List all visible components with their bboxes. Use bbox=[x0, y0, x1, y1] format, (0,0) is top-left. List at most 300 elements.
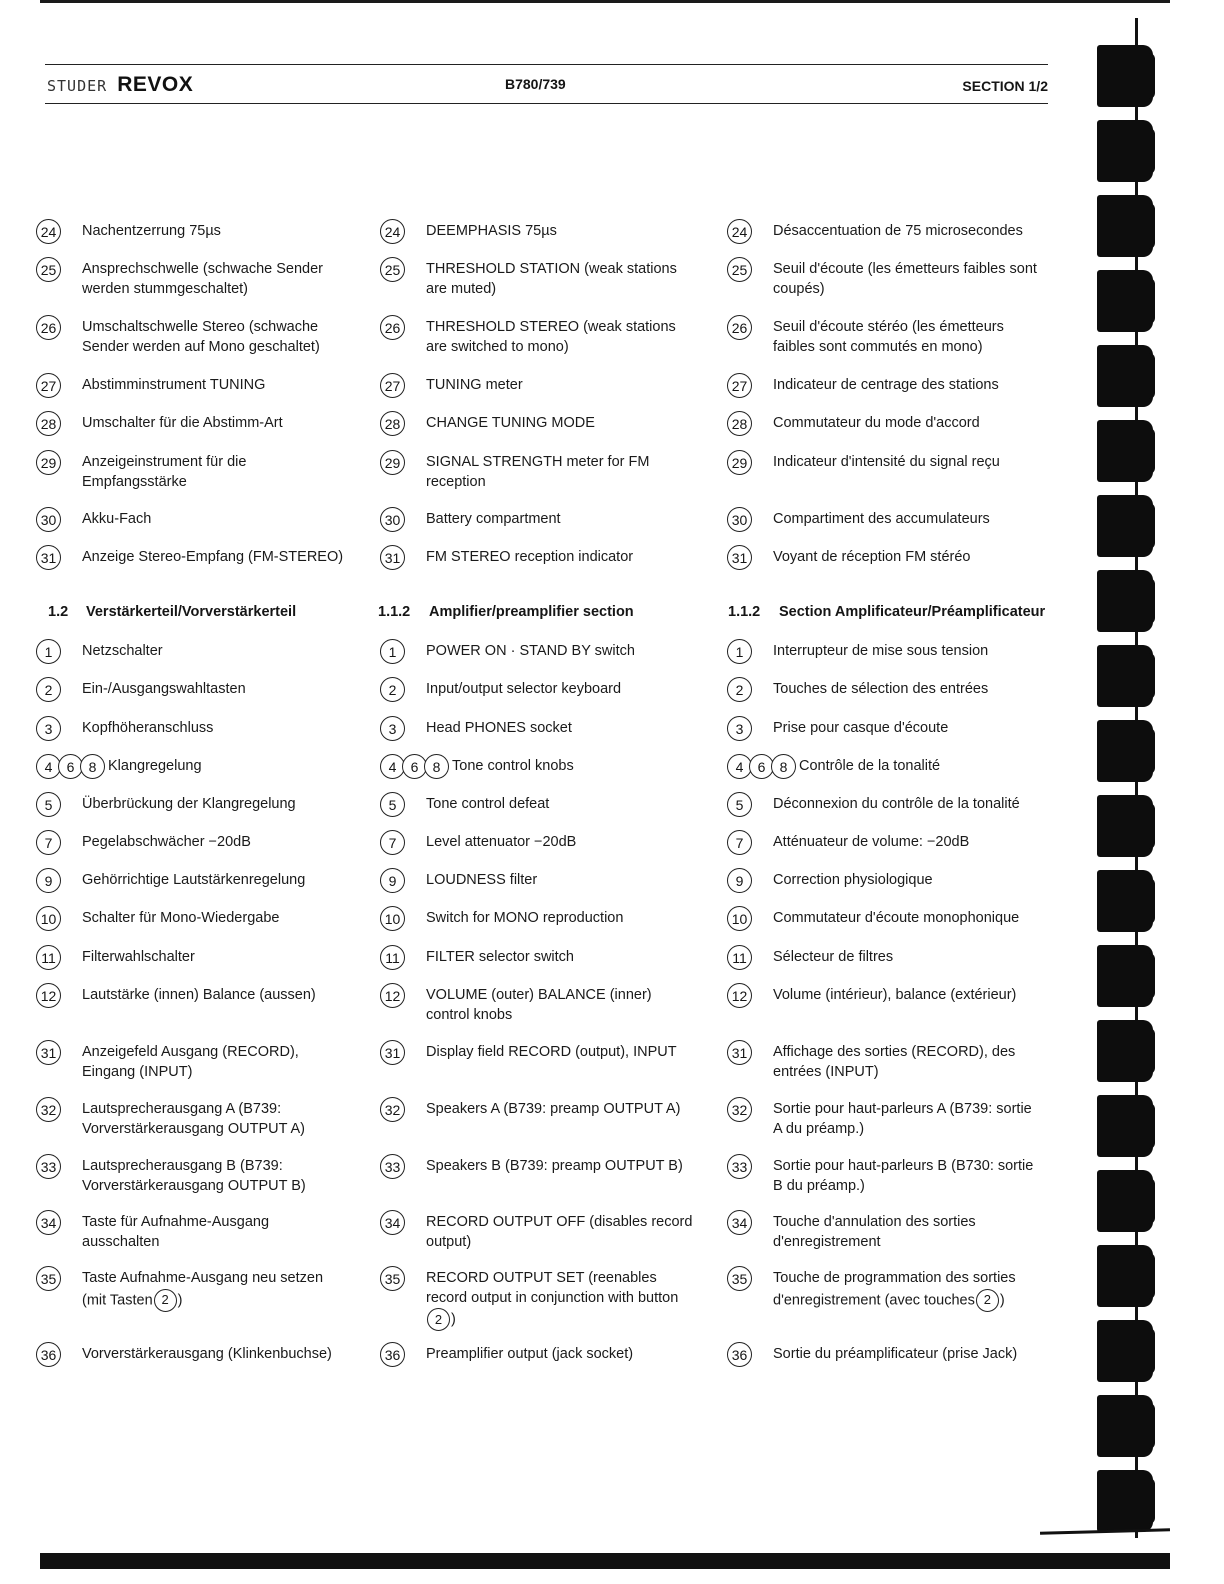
circled-number: 9 bbox=[36, 868, 61, 893]
legend-item-fr bbox=[727, 795, 1057, 817]
circled-number: 31 bbox=[36, 1040, 61, 1065]
item-description: Abstimminstrument TUNING bbox=[82, 377, 266, 393]
binding-clip bbox=[1097, 270, 1153, 332]
binding-clip bbox=[1097, 1020, 1153, 1082]
circled-number: 34 bbox=[380, 1210, 405, 1235]
circled-number: 7 bbox=[727, 830, 752, 855]
item-description: Sortie pour haut-parleurs B (B730: sortie B du préamp.) bbox=[773, 1158, 1034, 1194]
circled-number: 24 bbox=[727, 219, 752, 244]
binding-clip bbox=[1097, 945, 1153, 1007]
binding-clip bbox=[1097, 420, 1153, 482]
item-description: Commutateur du mode d'accord bbox=[773, 415, 980, 431]
item-description: Speakers A (B739: preamp OUTPUT A) bbox=[426, 1101, 681, 1117]
page-header bbox=[45, 64, 1048, 104]
item-number-group bbox=[727, 373, 773, 398]
circled-number: 32 bbox=[380, 1097, 405, 1122]
section-label: SECTION 1/2 bbox=[962, 78, 1048, 94]
circled-number: 34 bbox=[36, 1210, 61, 1235]
legend-item-de bbox=[36, 871, 366, 893]
item-number-group bbox=[380, 450, 426, 475]
item-number-group bbox=[380, 219, 426, 244]
item-number-group bbox=[380, 983, 426, 1008]
item-description: Pegelabschwächer −20dB bbox=[82, 834, 251, 850]
item-number-group bbox=[727, 1266, 773, 1291]
item-number-group bbox=[727, 450, 773, 475]
circled-number: 30 bbox=[380, 507, 405, 532]
legend-item-de bbox=[36, 1269, 366, 1312]
circled-number: 11 bbox=[727, 945, 752, 970]
legend-item-de bbox=[36, 376, 366, 398]
circled-number: 36 bbox=[380, 1342, 405, 1367]
circled-number: 31 bbox=[727, 1040, 752, 1065]
item-description: Ansprechschwelle (schwache Sender werden stummgeschaltet) bbox=[82, 261, 323, 297]
legend-item-en bbox=[380, 986, 710, 1025]
legend-item-en bbox=[380, 680, 710, 702]
binding-clip bbox=[1097, 345, 1153, 407]
legend-item-fr bbox=[727, 833, 1057, 855]
circled-number: 31 bbox=[380, 545, 405, 570]
legend-item-fr bbox=[727, 453, 1057, 475]
item-number-group bbox=[36, 945, 82, 970]
item-number-group bbox=[36, 868, 82, 893]
item-description: THRESHOLD STATION (weak stations are muted) bbox=[426, 261, 677, 297]
circled-number: 3 bbox=[380, 716, 405, 741]
binding-clip bbox=[1097, 720, 1153, 782]
circled-number: 29 bbox=[380, 450, 405, 475]
item-description: Lautsprecherausgang B (B739: Vorverstärkerausgang OUTPUT B) bbox=[82, 1158, 306, 1194]
legend-item-en bbox=[380, 453, 710, 492]
item-number-group bbox=[36, 1097, 82, 1122]
item-number-group bbox=[727, 1097, 773, 1122]
item-description: FM STEREO reception indicator bbox=[426, 549, 634, 565]
item-number-group bbox=[36, 219, 82, 244]
binding-clip bbox=[1097, 195, 1153, 257]
legend-item-fr bbox=[727, 642, 1057, 664]
item-description: POWER ON · STAND BY switch bbox=[426, 643, 635, 659]
item-description: Preamplifier output (jack socket) bbox=[426, 1346, 634, 1362]
legend-item-fr bbox=[727, 909, 1057, 931]
circled-number: 3 bbox=[727, 716, 752, 741]
legend-item-fr bbox=[727, 1157, 1057, 1196]
legend-item-de bbox=[36, 260, 366, 299]
item-number-group bbox=[36, 792, 82, 817]
legend-item-fr bbox=[727, 1100, 1057, 1139]
item-number-group bbox=[380, 411, 426, 436]
circled-number: 9 bbox=[380, 868, 405, 893]
item-number-group bbox=[36, 257, 82, 282]
circled-number: 24 bbox=[36, 219, 61, 244]
item-description: Seuil d'écoute stéréo (les émetteurs faibles sont commutés en mono) bbox=[773, 319, 1004, 355]
item-number-group bbox=[727, 1154, 773, 1179]
legend-item-de bbox=[36, 795, 366, 817]
legend-item-fr bbox=[727, 376, 1057, 398]
circled-number: 25 bbox=[36, 257, 61, 282]
studer-logo: STUDER bbox=[47, 77, 108, 95]
item-description: SIGNAL STRENGTH meter for FM reception bbox=[426, 454, 650, 490]
item-description: Indicateur d'intensité du signal reçu bbox=[773, 454, 1000, 470]
item-description: Head PHONES socket bbox=[426, 720, 572, 736]
item-description: TUNING meter bbox=[426, 377, 523, 393]
circled-number: 28 bbox=[36, 411, 61, 436]
circled-number: 7 bbox=[380, 830, 405, 855]
item-number-group bbox=[380, 1266, 426, 1291]
item-number-group bbox=[380, 1210, 426, 1235]
item-description: Kopfhöheranschluss bbox=[82, 720, 214, 736]
circled-number: 35 bbox=[36, 1266, 61, 1291]
item-number-group bbox=[727, 315, 773, 340]
section-heading-en: 1.1.2 Amplifier/preamplifier section bbox=[378, 604, 634, 620]
legend-item-en bbox=[380, 833, 710, 855]
legend-item-de bbox=[36, 1043, 366, 1082]
item-description: Umschalter für die Abstimm-Art bbox=[82, 415, 283, 431]
item-description: RECORD OUTPUT OFF (disables record output) bbox=[426, 1214, 693, 1250]
brand-logo bbox=[47, 73, 193, 97]
circled-number: 31 bbox=[380, 1040, 405, 1065]
item-number-group bbox=[727, 868, 773, 893]
circled-number: 10 bbox=[727, 906, 752, 931]
circled-number: 26 bbox=[727, 315, 752, 340]
item-number-group bbox=[727, 1040, 773, 1065]
item-description: Taste für Aufnahme-Ausgang ausschalten bbox=[82, 1214, 270, 1250]
circled-number: 9 bbox=[727, 868, 752, 893]
legend-item-en bbox=[380, 719, 710, 741]
circled-number: 2 bbox=[380, 677, 405, 702]
item-description: Indicateur de centrage des stations bbox=[773, 377, 999, 393]
item-description: Switch for MONO reproduction bbox=[426, 910, 624, 926]
item-number-group bbox=[727, 754, 796, 779]
item-number-group bbox=[36, 411, 82, 436]
item-number-group bbox=[36, 1342, 82, 1367]
legend-item-de bbox=[36, 680, 366, 702]
item-number-group bbox=[727, 257, 773, 282]
item-description: RECORD OUTPUT SET (reenables record output in conjunction with button2 ) bbox=[426, 1269, 696, 1331]
circled-number: 8 bbox=[80, 754, 105, 779]
item-description: Anzeigeinstrument für die Empfangsstärke bbox=[82, 454, 247, 490]
item-description: Correction physiologique bbox=[773, 872, 933, 888]
item-description: Akku-Fach bbox=[82, 511, 152, 527]
binding-clip bbox=[1097, 1320, 1153, 1382]
legend-item-de bbox=[36, 318, 366, 357]
legend-item-fr bbox=[727, 986, 1057, 1008]
item-description: Atténuateur de volume: −20dB bbox=[773, 834, 970, 850]
binding-clip bbox=[1097, 645, 1153, 707]
item-description: Umschaltschwelle Stereo (schwache Sender werden auf Mono geschaltet) bbox=[82, 319, 320, 355]
legend-item-en bbox=[380, 642, 710, 664]
circled-number: 30 bbox=[36, 507, 61, 532]
circled-number: 30 bbox=[727, 507, 752, 532]
legend-item-en bbox=[380, 260, 710, 299]
legend-item-de bbox=[36, 909, 366, 931]
item-number-group bbox=[36, 716, 82, 741]
item-number-group bbox=[380, 1097, 426, 1122]
legend-item-de bbox=[36, 948, 366, 970]
item-description: Gehörrichtige Lautstärkenregelung bbox=[82, 872, 306, 888]
legend-item-fr bbox=[727, 548, 1057, 570]
item-description: Contrôle de la tonalité bbox=[799, 758, 941, 774]
legend-item-en bbox=[380, 948, 710, 970]
bottom-border bbox=[40, 1553, 1170, 1569]
circled-number: 11 bbox=[36, 945, 61, 970]
binding-clip bbox=[1097, 1470, 1153, 1532]
item-number-group bbox=[36, 545, 82, 570]
legend-item-fr bbox=[727, 414, 1057, 436]
item-number-group bbox=[380, 945, 426, 970]
legend-item-fr bbox=[727, 757, 1057, 779]
item-description: Commutateur d'écoute monophonique bbox=[773, 910, 1020, 926]
circled-number: 6 bbox=[402, 754, 427, 779]
item-number-group bbox=[36, 450, 82, 475]
item-description: Netzschalter bbox=[82, 643, 163, 659]
legend-item-en bbox=[380, 1157, 710, 1179]
legend-item-de bbox=[36, 548, 366, 570]
item-number-group bbox=[727, 677, 773, 702]
item-number-group bbox=[36, 1154, 82, 1179]
legend-item-en bbox=[380, 871, 710, 893]
legend-item-en bbox=[380, 1100, 710, 1122]
item-number-group bbox=[380, 792, 426, 817]
item-number-group bbox=[727, 1342, 773, 1367]
circled-number: 5 bbox=[380, 792, 405, 817]
section-heading-fr: 1.1.2 Section Amplificateur/Préamplificateur bbox=[728, 604, 1046, 620]
item-number-group bbox=[380, 257, 426, 282]
item-number-group bbox=[36, 507, 82, 532]
circled-number: 33 bbox=[36, 1154, 61, 1179]
legend-item-de bbox=[36, 453, 366, 492]
legend-item-en bbox=[380, 548, 710, 570]
circled-number: 26 bbox=[380, 315, 405, 340]
item-number-group bbox=[36, 373, 82, 398]
item-number-group bbox=[36, 830, 82, 855]
item-number-group bbox=[380, 716, 426, 741]
circled-number: 4 bbox=[727, 754, 752, 779]
circled-number: 6 bbox=[58, 754, 83, 779]
binding-clip bbox=[1097, 870, 1153, 932]
item-number-group bbox=[380, 677, 426, 702]
item-description: Interrupteur de mise sous tension bbox=[773, 643, 989, 659]
circled-number: 5 bbox=[727, 792, 752, 817]
legend-item-de bbox=[36, 510, 366, 532]
item-number-group bbox=[36, 1266, 82, 1291]
item-description: Affichage des sorties (RECORD), des entrées (INPUT) bbox=[773, 1044, 1016, 1080]
item-description: Lautstärke (innen) Balance (aussen) bbox=[82, 987, 316, 1003]
item-description: Battery compartment bbox=[426, 511, 561, 527]
circled-number: 28 bbox=[727, 411, 752, 436]
item-number-group bbox=[380, 1040, 426, 1065]
circled-number: 4 bbox=[380, 754, 405, 779]
circled-number: 35 bbox=[380, 1266, 405, 1291]
item-number-group bbox=[380, 1154, 426, 1179]
circled-number: 2 bbox=[727, 677, 752, 702]
item-number-group bbox=[727, 716, 773, 741]
binding-clip bbox=[1097, 1170, 1153, 1232]
circled-number: 27 bbox=[380, 373, 405, 398]
circled-number: 8 bbox=[424, 754, 449, 779]
legend-item-en bbox=[380, 1213, 710, 1252]
item-description: Seuil d'écoute (les émetteurs faibles sont coupés) bbox=[773, 261, 1037, 297]
legend-item-de bbox=[36, 222, 366, 244]
binding-clip bbox=[1097, 1095, 1153, 1157]
item-number-group bbox=[380, 754, 449, 779]
circled-number: 11 bbox=[380, 945, 405, 970]
item-description: DEEMPHASIS 75µs bbox=[426, 223, 557, 239]
legend-item-fr bbox=[727, 510, 1057, 532]
inline-circled-reference: 2 bbox=[427, 1308, 450, 1331]
item-description: Filterwahlschalter bbox=[82, 949, 195, 965]
legend-item-en bbox=[380, 318, 710, 357]
item-description: Voyant de réception FM stéréo bbox=[773, 549, 971, 565]
item-description: CHANGE TUNING MODE bbox=[426, 415, 595, 431]
item-description: Tone control defeat bbox=[426, 796, 550, 812]
circled-number: 25 bbox=[380, 257, 405, 282]
item-description: Input/output selector keyboard bbox=[426, 681, 622, 697]
circled-number: 31 bbox=[36, 545, 61, 570]
circled-number: 24 bbox=[380, 219, 405, 244]
legend-item-fr bbox=[727, 1043, 1057, 1082]
legend-item-fr bbox=[727, 318, 1057, 357]
item-description: FILTER selector switch bbox=[426, 949, 574, 965]
item-description: Sélecteur de filtres bbox=[773, 949, 894, 965]
item-number-group bbox=[380, 868, 426, 893]
circled-number: 27 bbox=[727, 373, 752, 398]
legend-item-fr bbox=[727, 1345, 1057, 1367]
circled-number: 32 bbox=[727, 1097, 752, 1122]
item-number-group bbox=[727, 1210, 773, 1235]
legend-item-fr bbox=[727, 1213, 1057, 1252]
item-number-group bbox=[36, 1040, 82, 1065]
circled-number: 3 bbox=[36, 716, 61, 741]
item-number-group bbox=[727, 411, 773, 436]
item-number-group bbox=[727, 507, 773, 532]
legend-item-de bbox=[36, 1345, 366, 1367]
item-description: Klangregelung bbox=[108, 758, 202, 774]
legend-item-de bbox=[36, 1157, 366, 1196]
legend-item-fr bbox=[727, 222, 1057, 244]
top-border bbox=[40, 0, 1170, 3]
legend-item-en bbox=[380, 795, 710, 817]
item-description: Ein-/Ausgangswahltasten bbox=[82, 681, 246, 697]
item-description: Nachentzerrung 75µs bbox=[82, 223, 221, 239]
item-description: Compartiment des accumulateurs bbox=[773, 511, 990, 527]
legend-item-de bbox=[36, 719, 366, 741]
item-number-group bbox=[36, 639, 82, 664]
binding-clip bbox=[1097, 570, 1153, 632]
item-number-group bbox=[727, 945, 773, 970]
item-description: Taste Aufnahme-Ausgang neu setzen (mit Tasten 2 ) bbox=[82, 1269, 347, 1312]
section-heading-de: 1.2 Verstärkerteil/Vorverstärkerteil bbox=[48, 604, 297, 620]
item-number-group bbox=[380, 639, 426, 664]
legend-item-en bbox=[380, 222, 710, 244]
item-description: Déconnexion du contrôle de la tonalité bbox=[773, 796, 1020, 812]
item-number-group bbox=[36, 1210, 82, 1235]
circled-number: 35 bbox=[727, 1266, 752, 1291]
item-number-group bbox=[36, 315, 82, 340]
item-description: Schalter für Mono-Wiedergabe bbox=[82, 910, 280, 926]
item-number-group bbox=[727, 219, 773, 244]
circled-number: 28 bbox=[380, 411, 405, 436]
circled-number: 12 bbox=[36, 983, 61, 1008]
item-number-group bbox=[727, 545, 773, 570]
item-number-group bbox=[380, 545, 426, 570]
legend-item-fr bbox=[727, 680, 1057, 702]
legend-item-de bbox=[36, 757, 366, 779]
item-number-group bbox=[380, 373, 426, 398]
inline-circled-reference: 2 bbox=[976, 1289, 999, 1312]
circled-number: 1 bbox=[380, 639, 405, 664]
inline-circled-reference: 2 bbox=[154, 1289, 177, 1312]
legend-item-en bbox=[380, 1269, 710, 1331]
item-description: Display field RECORD (output), INPUT bbox=[426, 1044, 677, 1060]
legend-item-fr bbox=[727, 260, 1057, 299]
circled-number: 5 bbox=[36, 792, 61, 817]
item-description: Lautsprecherausgang A (B739: Vorverstärkerausgang OUTPUT A) bbox=[82, 1101, 305, 1137]
binding-clip bbox=[1097, 795, 1153, 857]
legend-item-fr bbox=[727, 948, 1057, 970]
circled-number: 2 bbox=[36, 677, 61, 702]
circled-number: 10 bbox=[36, 906, 61, 931]
circled-number: 33 bbox=[727, 1154, 752, 1179]
binding-clip bbox=[1097, 1395, 1153, 1457]
circled-number: 6 bbox=[749, 754, 774, 779]
circled-number: 10 bbox=[380, 906, 405, 931]
item-number-group bbox=[727, 830, 773, 855]
binding-clip bbox=[1097, 1245, 1153, 1307]
item-description: Tone control knobs bbox=[452, 758, 574, 774]
binding-clip bbox=[1097, 495, 1153, 557]
item-number-group bbox=[380, 315, 426, 340]
circled-number: 29 bbox=[727, 450, 752, 475]
legend-item-fr bbox=[727, 871, 1057, 893]
circled-number: 8 bbox=[771, 754, 796, 779]
legend-item-de bbox=[36, 414, 366, 436]
item-description: Touches de sélection des entrées bbox=[773, 681, 989, 697]
circled-number: 27 bbox=[36, 373, 61, 398]
circled-number: 34 bbox=[727, 1210, 752, 1235]
item-description: Volume (intérieur), balance (extérieur) bbox=[773, 987, 1017, 1003]
item-number-group bbox=[36, 677, 82, 702]
item-number-group bbox=[727, 983, 773, 1008]
item-description: Touche de programmation des sorties d'enregistrement (avec touches 2 ) bbox=[773, 1269, 1043, 1312]
circled-number: 7 bbox=[36, 830, 61, 855]
item-description: LOUDNESS filter bbox=[426, 872, 538, 888]
legend-item-en bbox=[380, 510, 710, 532]
legend-item-de bbox=[36, 1213, 366, 1252]
legend-item-en bbox=[380, 376, 710, 398]
circled-number: 33 bbox=[380, 1154, 405, 1179]
legend-item-en bbox=[380, 757, 710, 779]
item-description: Level attenuator −20dB bbox=[426, 834, 577, 850]
item-number-group bbox=[727, 906, 773, 931]
item-description: Prise pour casque d'écoute bbox=[773, 720, 949, 736]
legend-item-en bbox=[380, 1345, 710, 1367]
circled-number: 25 bbox=[727, 257, 752, 282]
item-number-group bbox=[727, 792, 773, 817]
item-description: Anzeige Stereo-Empfang (FM-STEREO) bbox=[82, 549, 344, 565]
revox-logo: REVOX bbox=[117, 73, 194, 96]
legend-item-fr bbox=[727, 1269, 1057, 1312]
item-number-group bbox=[380, 1342, 426, 1367]
legend-item-de bbox=[36, 1100, 366, 1139]
circled-number: 12 bbox=[380, 983, 405, 1008]
item-description: Speakers B (B739: preamp OUTPUT B) bbox=[426, 1158, 683, 1174]
legend-item-fr bbox=[727, 719, 1057, 741]
item-description: Sortie pour haut-parleurs A (B739: sortie A du préamp.) bbox=[773, 1101, 1032, 1137]
item-description: Anzeigefeld Ausgang (RECORD), Eingang (INPUT) bbox=[82, 1044, 299, 1080]
item-number-group bbox=[36, 983, 82, 1008]
legend-item-en bbox=[380, 909, 710, 931]
item-number-group bbox=[380, 830, 426, 855]
legend-item-en bbox=[380, 414, 710, 436]
circled-number: 36 bbox=[36, 1342, 61, 1367]
